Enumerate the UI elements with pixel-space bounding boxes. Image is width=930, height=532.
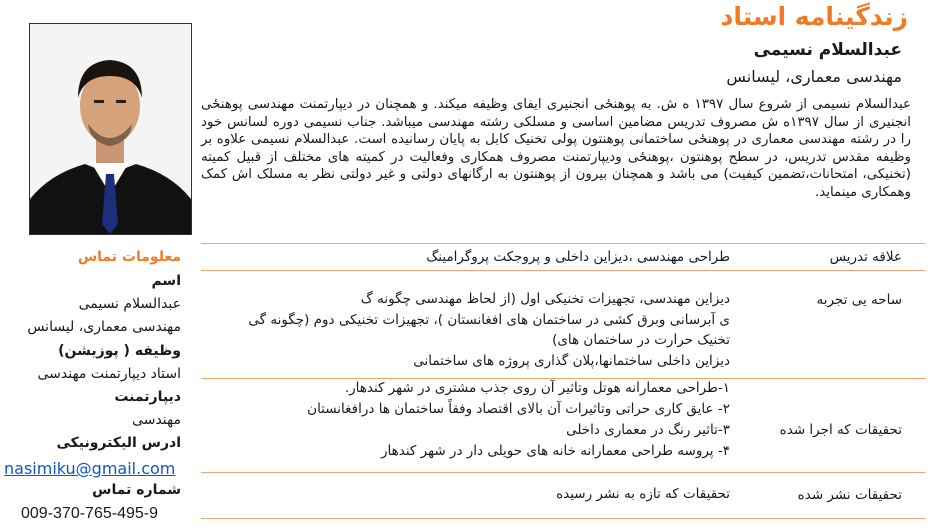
contact-degree: مهندسی معماری، لیسانس bbox=[27, 319, 181, 335]
profile-degree: مهندسی معماری، لیسانس bbox=[726, 67, 902, 86]
contact-name: عبدالسلام نسیمی bbox=[78, 296, 181, 312]
row-value-teaching: طراحی مهندسی ،دیزاین داخلی و پروجکت پروگرامینگ bbox=[426, 249, 730, 265]
row-label-teaching: علاقه تدریس bbox=[829, 249, 902, 265]
divider bbox=[201, 518, 925, 519]
profile-name: عبدالسلام نسیمی bbox=[753, 40, 902, 60]
contact-phone-label: شماره تماس bbox=[92, 482, 181, 498]
experience-line: دیزاین داخلی ساختمانها،پلان گذاری پروژه های ساختمانی bbox=[413, 353, 730, 369]
divider bbox=[201, 270, 925, 271]
row-label-published: تحقیقات نشر شده bbox=[797, 487, 902, 503]
experience-line: دیزاین مهندسی، تجهیزات تخنیکی اول (از لحاظ مهندسی چگونه گ bbox=[360, 291, 730, 307]
divider bbox=[201, 472, 925, 473]
contact-position-label: وظیفه ( پوزیشن) bbox=[58, 343, 181, 359]
research-item: ۴- پروسه طراحی معمارانه خانه های حویلی دار در شهر کندهار bbox=[381, 443, 730, 459]
profile-photo bbox=[29, 23, 192, 235]
contact-department: مهندسی bbox=[132, 412, 181, 428]
research-item: ۳-تاثیر رنگ در معماری داخلی bbox=[566, 422, 730, 438]
row-label-experience: ساحه یی تجربه bbox=[816, 292, 902, 308]
page-title: زندگینامه استاد bbox=[720, 2, 908, 31]
divider bbox=[201, 243, 925, 244]
contact-name-label: اسم bbox=[151, 273, 181, 289]
experience-line: تخنیک حرارت در ساختمان های) bbox=[552, 332, 730, 348]
research-item: ۱-طراحی معمارانه هوتل وتاثیر آن روی جذب مشتری در شهر کندهار. bbox=[344, 380, 730, 396]
contact-phone: 009-370-765-495-9 bbox=[21, 505, 158, 522]
research-item: ۲- عایق کاری حراتی وتاثیرات آن بالای اقتصاد وفقاً ساختمان ها درافغانستان bbox=[307, 401, 730, 417]
email-link[interactable]: nasimiku@gmail.com bbox=[4, 459, 176, 478]
contact-heading: معلومات تماس bbox=[77, 249, 181, 265]
profile-bio: عبدالسلام نسیمی از شروع سال ۱۳۹۷ ه ش. به پوهنځی انجنیری ایفای وظیفه میکند. و همچنان در دیپارتمنت مهندسی پوهنځی انجنیری از سال ۱۳۹۷ه ش مصروف تدریس مضامین اساسی و مسلکی رشته مهندسی میباشد. جناب نسیمی دوره لسانس خود را در رشته مهندسی معماری در پوهنځی ساختمانی پوهنتون پولی تخنیک کابل به پایان رسانیده است. عبدالسلام نسیمی علاوه بر وظیفه مقدس تدریس، در سطح پوهنتون ،پوهنځی ودیپارتمنت مصروف همکاری وفعالیت در کمیته های مختلف از قبیل کمیته (تخنیکی، امتحانات،تضمین کیفیت) می باشد و همچنان بیرون از پوهنتون به ارگانهای دولتی و غیر دولتی نظر به مسلک اش کمک وهمکاری مینماید. bbox=[201, 97, 912, 200]
row-value-published: تحقیقات که تازه به نشر رسیده bbox=[556, 486, 730, 502]
contact-department-label: دیپارتمنت bbox=[114, 389, 181, 405]
row-label-research-done: تحقیقات که اجرا شده bbox=[779, 422, 902, 438]
contact-email-label: ادرس الیکترونیکی bbox=[56, 435, 181, 451]
experience-line: ی آبرسانی وبرق کشی در ساختمان های افغانستان )، تجهیزات تخنیکی دوم (چگونه گی bbox=[248, 312, 730, 328]
contact-position: استاد دیپارتمنت مهندسی bbox=[37, 366, 181, 382]
